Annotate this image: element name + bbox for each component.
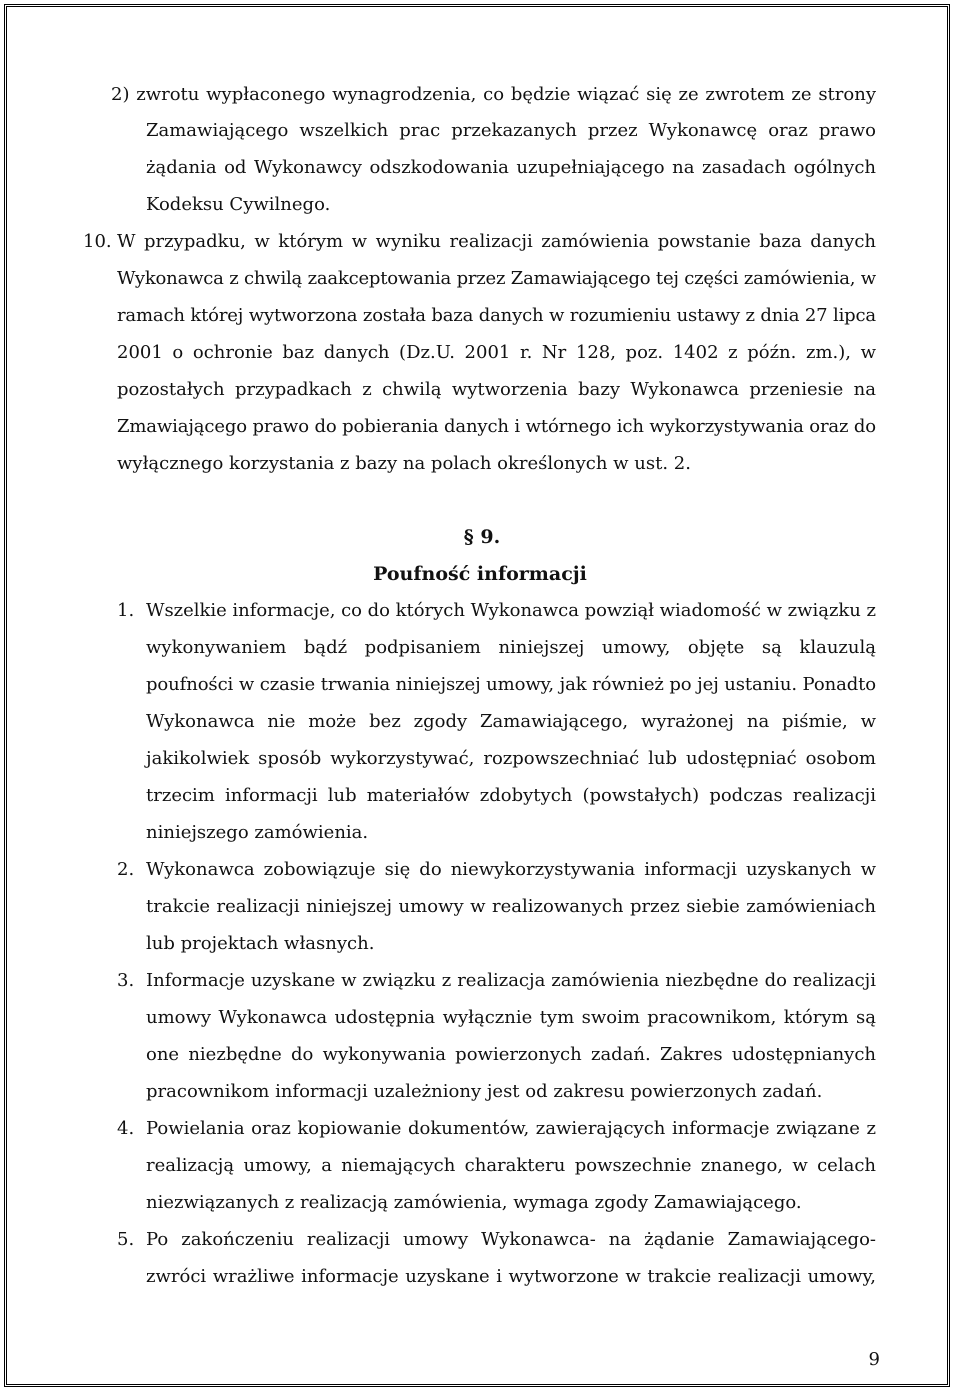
list-item-number: 5. xyxy=(117,1229,135,1250)
item2-line: żądania od Wykonawcy odszkodowania uzupełniającego na zasadach ogólnych xyxy=(146,157,876,178)
item10-line: 2001 o ochronie baz danych (Dz.U. 2001 r. Nr 128, poz. 1402 z późn. zm.), w xyxy=(117,342,876,363)
item2-line: Zamawiającego wszelkich prac przekazanych przez Wykonawcę oraz prawo xyxy=(146,120,876,141)
point-line: Wykonawca nie może bez zgody Zamawiającego, wyrażonej na piśmie, w xyxy=(146,711,876,732)
item10-line: ramach której wytworzona została baza danych w rozumieniu ustawy z dnia 27 lipca xyxy=(117,305,876,326)
point-line: lub projektach własnych. xyxy=(146,933,375,954)
point-line: trakcie realizacji niniejszej umowy w realizowanych przez siebie zamówieniach xyxy=(146,896,876,917)
page-number: 9 xyxy=(868,1349,880,1370)
point-line: one niezbędne do wykonywania powierzonych zadań. Zakres udostępnianych xyxy=(146,1044,876,1065)
item2-line: Kodeksu Cywilnego. xyxy=(146,194,331,215)
point-line: zwróci wrażliwe informacje uzyskane i wytworzone w trakcie realizacji umowy, xyxy=(146,1266,876,1287)
section-title: Poufność informacji xyxy=(373,563,587,585)
item10-line: Zmawiającego prawo do pobierania danych i wtórnego ich wykorzystywania oraz do xyxy=(117,416,876,437)
item10-line: Wykonawca z chwilą zaakceptowania przez Zamawiającego tej części zamówienia, w xyxy=(117,268,876,289)
point-line: Wszelkie informacje, co do których Wykonawca powziął wiadomość w związku z xyxy=(146,600,876,621)
point-line: Informacje uzyskane w związku z realizacja zamówienia niezbędne do realizacji xyxy=(146,970,876,991)
list-item-number: 4. xyxy=(117,1118,135,1139)
point-line: trzecim informacji lub materiałów zdobytych (powstałych) podczas realizacji xyxy=(146,785,876,806)
point-line: umowy Wykonawca udostępnia wyłącznie tym swoim pracownikom, którym są xyxy=(146,1007,876,1028)
list-item-number: 1. xyxy=(117,600,135,621)
point-line: pracownikom informacji uzależniony jest od zakresu powierzonych zadań. xyxy=(146,1081,823,1102)
point-line: jakikolwiek sposób wykorzystywać, rozpowszechniać lub udostępniać osobom xyxy=(146,748,876,769)
item2-line: 2) zwrotu wypłaconego wynagrodzenia, co będzie wiązać się ze zwrotem ze strony xyxy=(111,84,876,105)
point-line: Powielania oraz kopiowanie dokumentów, zawierających informacje związane z xyxy=(146,1118,876,1139)
point-line: wykonywaniem bądź podpisaniem niniejszej umowy, objęte są klauzulą xyxy=(146,637,876,658)
item10-line: wyłącznego korzystania z bazy na polach określonych w ust. 2. xyxy=(117,453,691,474)
list-item-number: 2. xyxy=(117,859,135,880)
point-line: Wykonawca zobowiązuje się do niewykorzystywania informacji uzyskanych w xyxy=(146,859,876,880)
item10-line: pozostałych przypadkach z chwilą wytworzenia bazy Wykonawca przeniesie na xyxy=(117,379,876,400)
point-line: niniejszego zamówienia. xyxy=(146,822,369,843)
point-line: realizacją umowy, a niemających charakteru powszechnie znanego, w celach xyxy=(146,1155,876,1176)
item10-line: W przypadku, w którym w wyniku realizacji zamówienia powstanie baza danych xyxy=(117,231,876,252)
point-line: Po zakończeniu realizacji umowy Wykonawca- na żądanie Zamawiającego- xyxy=(146,1229,876,1250)
point-line: niezwiązanych z realizacją zamówienia, wymaga zgody Zamawiającego. xyxy=(146,1192,802,1213)
point-line: poufności w czasie trwania niniejszej umowy, jak również po jej ustaniu. Ponadto xyxy=(146,674,876,695)
list-item-number: 10. xyxy=(83,231,112,252)
list-item-number: 3. xyxy=(117,970,135,991)
section-paragraph-number: § 9. xyxy=(463,526,501,548)
